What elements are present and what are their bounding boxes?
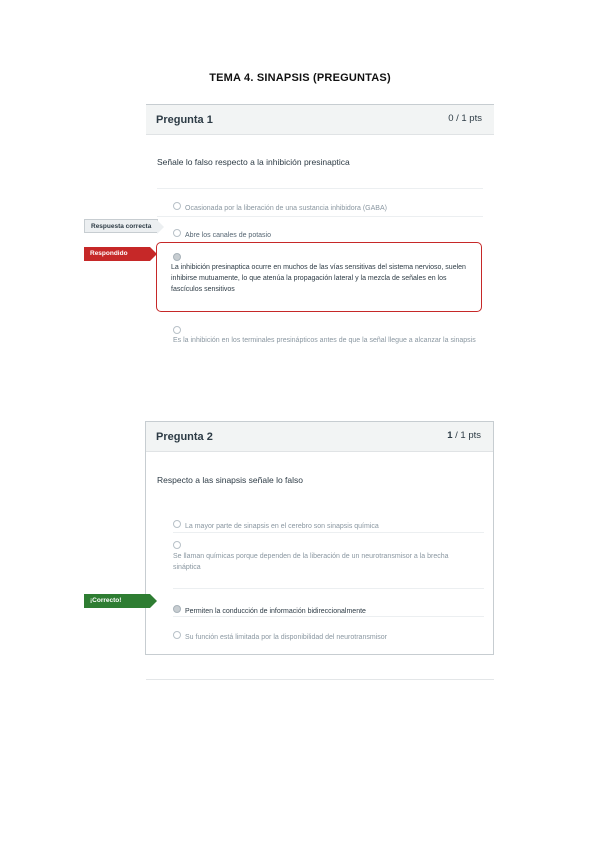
answer-divider [173, 588, 484, 589]
answer-divider [173, 532, 484, 533]
radio-icon[interactable] [173, 631, 181, 639]
answer-divider [157, 216, 483, 217]
answer-label: La inhibición presinaptica ocurre en muchos de las vías sensitivas del sistema nervioso, suelen inhibirse mutuamente, lo que atenúa la propagación lateral y la mezcla de señales en los fascículos sensitivos [171, 264, 466, 293]
radio-selected-icon[interactable] [173, 253, 181, 261]
answer-option-1[interactable] [173, 515, 379, 533]
answer-label: La mayor parte de sinapsis en el cerebro son sinapsis química [185, 523, 379, 530]
question-1 [146, 104, 494, 344]
document-title: TEMA 4. SINAPSIS (PREGUNTAS) [209, 72, 391, 84]
answer-option-4[interactable]: Es la inhibición en los terminales presinápticos antes de que la señal llegue a alcanzar la sinapsis [173, 337, 476, 344]
answered-tag: Respondido [84, 247, 150, 261]
answer-divider [157, 188, 483, 189]
answer-option-2[interactable] [173, 224, 271, 242]
correct-tag: ¡Correcto! [84, 594, 150, 608]
bottom-divider [146, 679, 494, 680]
radio-icon[interactable] [173, 520, 181, 528]
answer-option-4[interactable] [173, 626, 387, 644]
question-header [146, 104, 494, 135]
answer-option-2[interactable]: Se llaman químicas porque dependen de la liberación de un neurotransmisor a la brecha sináptica [173, 553, 449, 571]
points-earned: 1 [447, 430, 453, 441]
correct-answer-tag: Respuesta correcta [84, 219, 158, 233]
radio-selected-icon[interactable] [173, 605, 181, 613]
question-2 [145, 421, 494, 655]
question-text: Respecto a las sinapsis señale lo falso [157, 475, 303, 485]
answer-label: Abre los canales de potasio [185, 232, 271, 239]
question-header [146, 422, 493, 452]
radio-icon[interactable] [173, 326, 181, 334]
radio-icon[interactable] [173, 229, 181, 237]
question-points: 0 / 1 pts [448, 113, 482, 124]
answer-label: Permiten la conducción de información bidireccionalmente [185, 608, 366, 615]
question-title: Pregunta 1 [156, 114, 213, 126]
answer-label: Ocasionada por la liberación de una sustancia inhibidora (GABA) [185, 205, 387, 212]
selected-answer-box[interactable] [156, 242, 482, 312]
answer-label: Su función está limitada por la disponibilidad del neurotransmisor [185, 634, 387, 641]
answer-divider [173, 616, 484, 617]
radio-icon[interactable] [173, 541, 181, 549]
question-text: Señale lo falso respecto a la inhibición presinaptica [157, 157, 350, 167]
points-total: / 1 pts [455, 430, 481, 441]
question-title: Pregunta 2 [156, 431, 213, 443]
answer-option-1[interactable] [173, 197, 387, 215]
question-points [447, 430, 481, 441]
radio-icon[interactable] [173, 202, 181, 210]
